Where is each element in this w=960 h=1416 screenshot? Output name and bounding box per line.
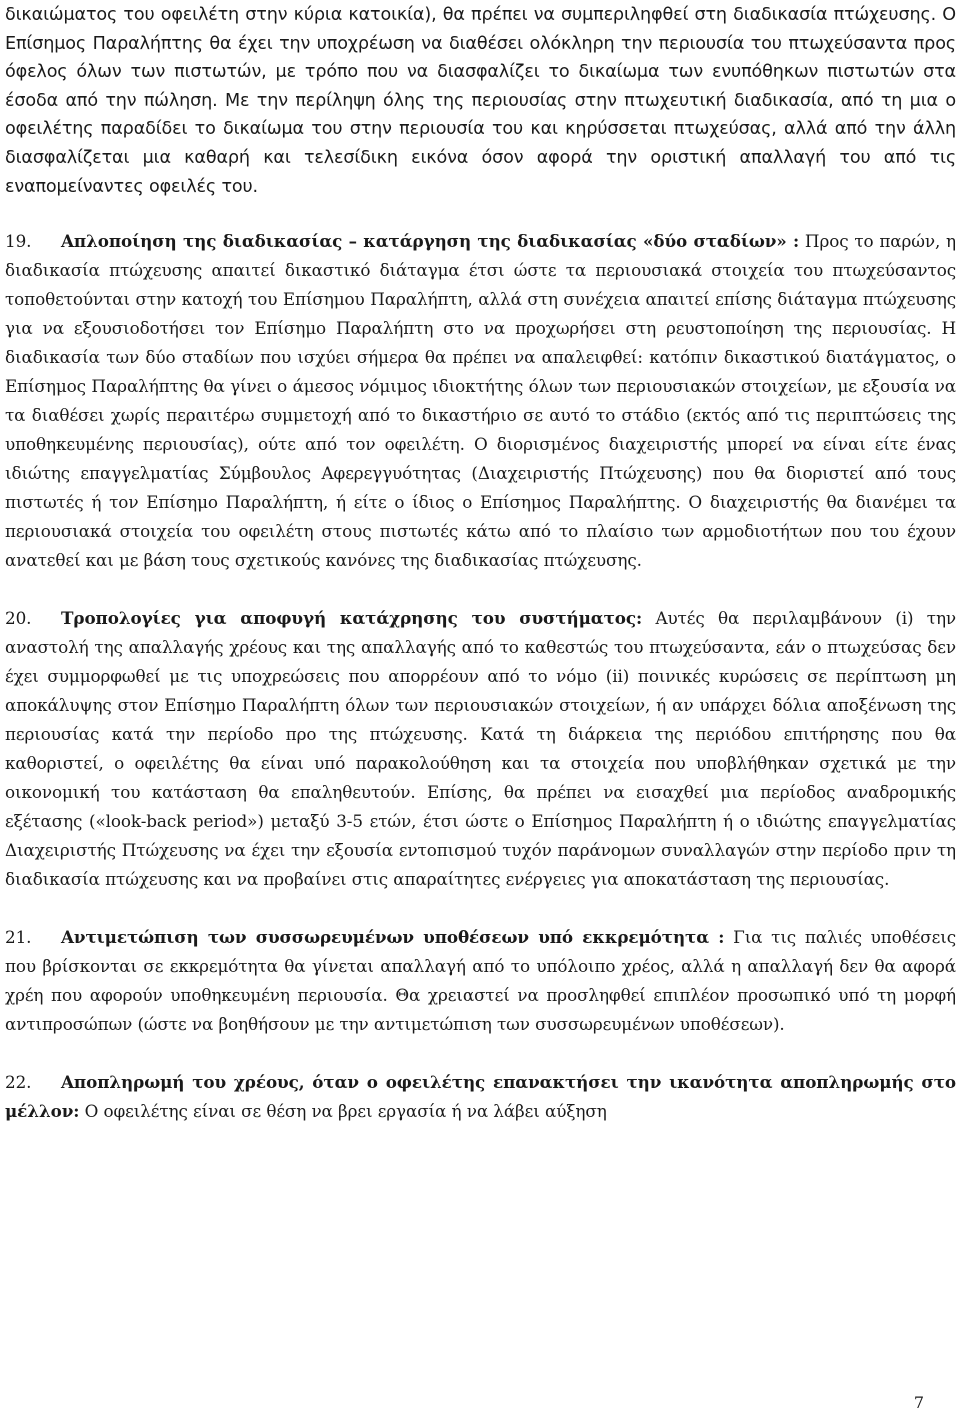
section-number: 22. bbox=[5, 1072, 32, 1093]
section-heading: Τροπολογίες για αποφυγή κατάχρησης του συστήματος: bbox=[61, 608, 643, 629]
section-heading: Απλοποίηση της διαδικασίας – κατάργηση της διαδικασίας «δύο σταδίων» : bbox=[61, 231, 800, 252]
section-body: Ο οφειλέτης είναι σε θέση να βρει εργασία ή να λάβει αύξηση bbox=[84, 1101, 607, 1122]
section-20 bbox=[5, 604, 956, 894]
lead-paragraph: δικαιώματος του οφειλέτη στην κύρια κατοικία), θα πρέπει να συμπεριληφθεί στη διαδικασία πτώχευσης. Ο Επίσημος Παραλήπτης θα έχει την υποχρέωση να διαθέσει ολόκληρη την περιουσία του πτωχεύσαντα προς όφελος όλων των πιστωτών, με τρόπο που να διασφαλίζει το δικαίωμα των ενυπόθηκων πιστωτών στα έσοδα από την πώληση. Με την περίληψη όλης της περιουσίας στην πτωχευτική διαδικασία, από τη μια ο οφειλέτης παραδίδει το δικαίωμα του στην περιουσία του και κηρύσσεται πτωχεύσας, αλλά από την άλλη διασφαλίζεται μια καθαρή και τελεσίδικη εικόνα όσον αφορά την οριστική απαλλαγή του από τις εναπομείναντες οφειλές του. bbox=[5, 5, 956, 197]
section-body: Προς το παρών, η διαδικασία πτώχευσης απαιτεί δικαστικό διάταγμα έτσι ώστε τα περιουσιακά στοιχεία του πτωχεύσαντος τοποθετούνται στην κατοχή του Επίσημου Παραλήπτη, αλλά στη συνέχεια απαιτεί επίσης διάταγμα πτώχευσης για να εξουσιοδοτήσει τον Επίσημο Παραλήπτη στο να προχωρήσει στη ρευστοποίηση της περιουσίας. Η διαδικασία των δύο σταδίων που ισχύει σήμερα θα πρέπει να απαλειφθεί: κατόπιν δικαστικού διατάγματος, ο Επίσημος Παραλήπτης θα γίνει ο άμεσος νόμιμος ιδιοκτήτης όλων των περιουσιακών στοιχείων, με εξουσία να τα διαθέσει χωρίς περαιτέρω συμμετοχή από το δικαστήριο σε αυτό το στάδιο (εκτός από τις περιπτώσεις της υποθηκευμένης περιουσίας), ούτε από τον οφειλέτη. Ο διορισμένος διαχειριστής μπορεί να είναι είτε ένας ιδιώτης επαγγελματίας Σύμβουλος Αφερεγγυότητας (Διαχειριστής Πτώχευσης) που θα διοριστεί από τους πιστωτές ή τον Επίσημο Παραλήπτη, ή είτε ο ίδιος ο Επίσημος Παραλήπτης. Ο διαχειριστής θα διανέμει τα περιουσιακά στοιχεία του οφειλέτη στους πιστωτές κάτω από το πλαίσιο των αρμοδιοτήτων που του έχουν ανατεθεί και με βάση τους σχετικούς κανόνες της διαδικασίας πτώχευσης. bbox=[5, 231, 956, 571]
section-22 bbox=[5, 1068, 956, 1126]
document-page bbox=[5, 0, 956, 1126]
section-heading: Αποπληρωμή του χρέους, όταν ο οφειλέτης επανακτήσει την ικανότητα αποπληρωμής στο μέλλον: bbox=[5, 1072, 956, 1122]
section-19 bbox=[5, 227, 956, 575]
section-heading: Αντιμετώπιση των συσσωρευμένων υποθέσεων υπό εκκρεμότητα : bbox=[61, 927, 725, 948]
page-number: 7 bbox=[913, 1393, 924, 1412]
section-number: 19. bbox=[5, 231, 32, 252]
section-number: 21. bbox=[5, 927, 32, 948]
section-body: Για τις παλιές υποθέσεις που βρίσκονται σε εκκρεμότητα θα γίνεται απαλλαγή από το υπόλοιπο χρέος, αλλά η απαλλαγή δεν θα αφορά χρέη που αφορούν υποθηκευμένη περιουσία. Θα χρειαστεί να προσληφθεί επιπλέον προσωπικό υπό τη μορφή αντιπροσώπων (ώστε να βοηθήσουν με την αντιμετώπιση των συσσωρευμένων υποθέσεων). bbox=[5, 927, 957, 1035]
section-body: Αυτές θα περιλαμβάνουν (i) την αναστολή της απαλλαγής χρέους και της απαλλαγής από το καθεστώς του πτωχεύσαντα, εάν ο πτωχεύσας δεν έχει συμμορφωθεί με τις υποχρεώσεις που απορρέουν από το νόμο (ii) ποινικές κυρώσεις σε περίπτωση μη αποκάλυψης στον Επίσημο Παραλήπτη όλων των περιουσιακών στοιχείων, ή αν υπάρχει δόλια αποξένωση της περιουσίας κατά την περίοδο προ της πτώχευσης. Κατά τη διάρκεια της περιόδου επιτήρησης που θα καθοριστεί, ο οφειλέτης θα είναι υπό παρακολούθηση και τα στοιχεία που υποβλήθηκαν σχετικά με την οικονομική του κατάσταση θα επαληθευτούν. Επίσης, θα πρέπει να εισαχθεί μια περίοδος αναδρομικής εξέτασης («look-back period») μεταξύ 3-5 ετών, έτσι ώστε ο Επίσημος Παραλήπτη ή ο ιδιώτης επαγγελματίας Διαχειριστής Πτώχευσης να έχει την εξουσία εντοπισμού τυχόν παράνομων συναλλαγών στην περίοδο πριν τη διαδικασία πτώχευσης και να προβαίνει στις απαραίτητες ενέργειες για αποκατάσταση της περιουσίας. bbox=[5, 608, 957, 890]
section-21 bbox=[5, 923, 956, 1039]
section-number: 20. bbox=[5, 608, 32, 629]
